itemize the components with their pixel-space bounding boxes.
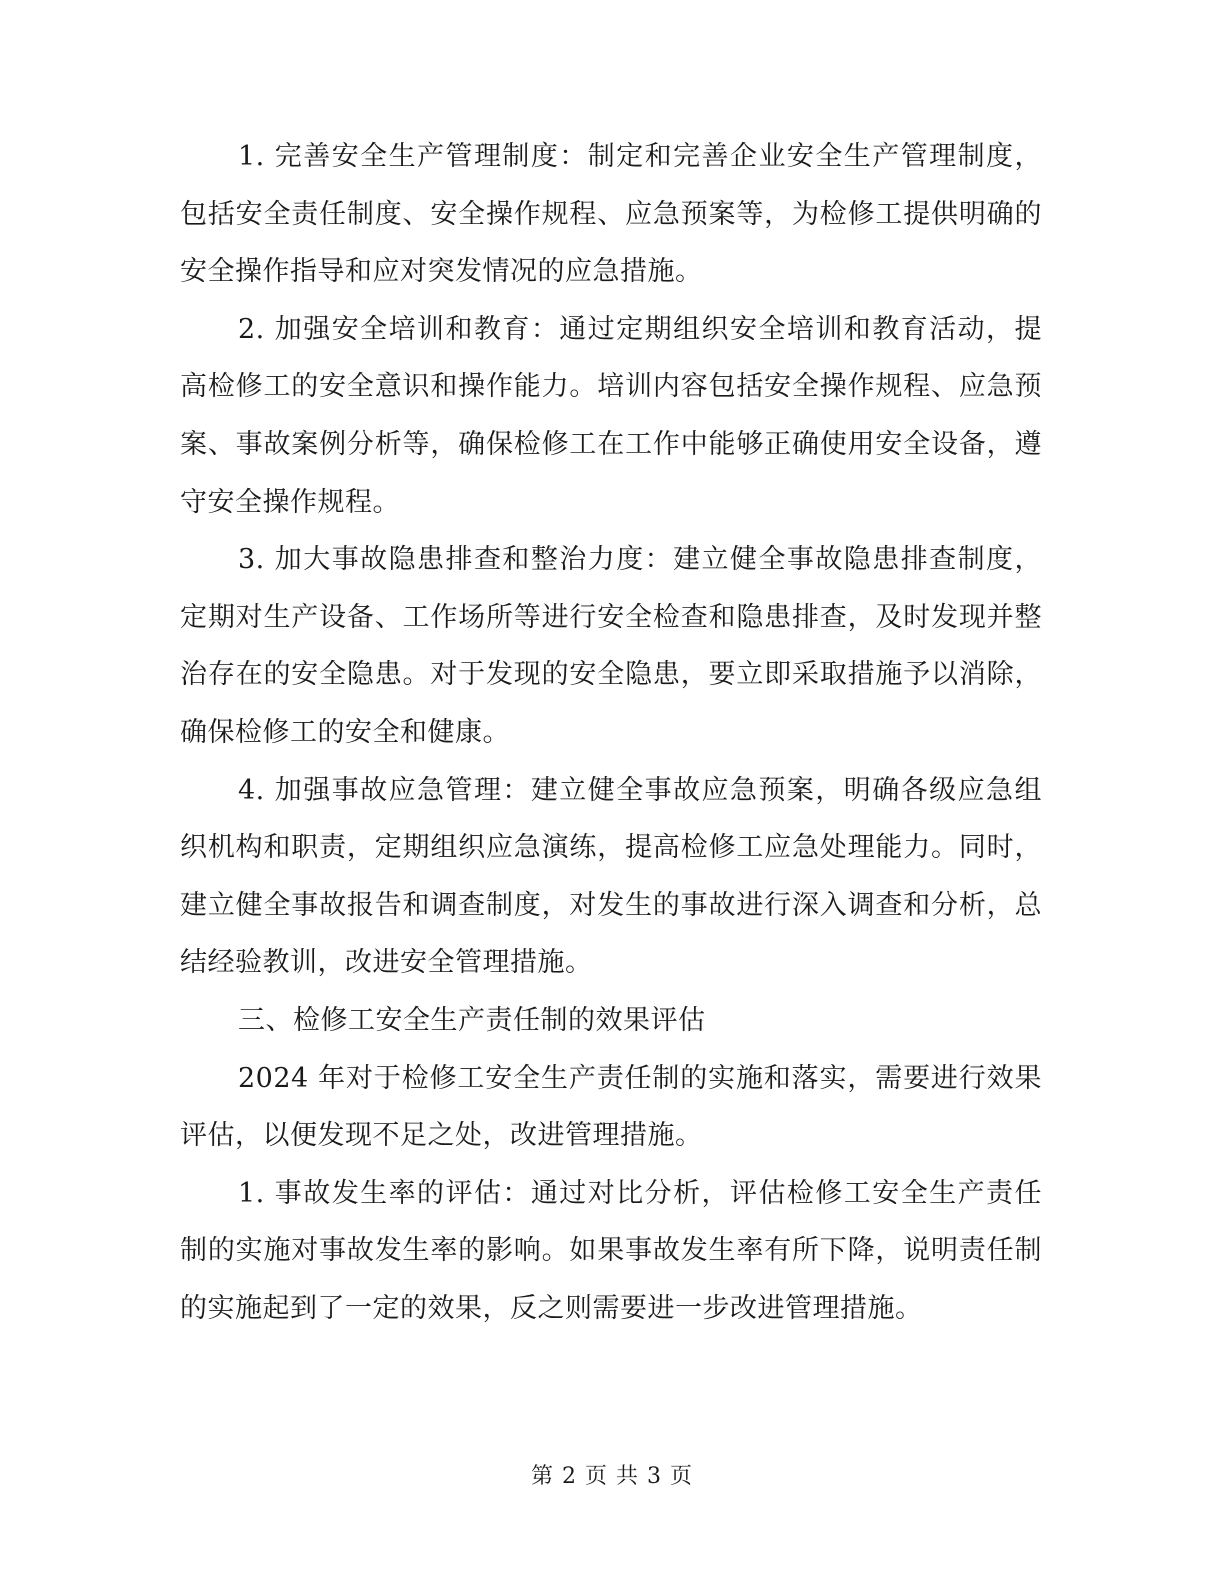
page-number-footer: 第 2 页 共 3 页 — [531, 1464, 693, 1489]
paragraph-hazard-inspection: 3. 加大事故隐患排查和整治力度：建立健全事故隐患排查制度，定期对生产设备、工作场所等进行安全检查和隐患排查，及时发现并整治存在的安全隐患。对于发现的安全隐患，要立即采取措施予以消除，确保检修工的安全和健康。 — [180, 544, 1042, 748]
paragraph-emergency-management: 4. 加强事故应急管理：建立健全事故应急预案，明确各级应急组织机构和职责，定期组织应急演练，提高检修工应急处理能力。同时，建立健全事故报告和调查制度，对发生的事故进行深入调查和分析，总结经验教训，改进安全管理措施。 — [180, 774, 1042, 979]
paragraph-accident-rate-evaluation: 1. 事故发生率的评估：通过对比分析，评估检修工安全生产责任制的实施对事故发生率的影响。如果事故发生率有所下降，说明责任制的实施起到了一定的效果，反之则需要进一步改进管理措施。 — [180, 1177, 1042, 1324]
paragraph-safety-training: 2. 加强安全培训和教育：通过定期组织安全培训和教育活动，提高检修工的安全意识和操作能力。培训内容包括安全操作规程、应急预案、事故案例分析等，确保检修工在工作中能够正确使用安全设备，遵守安全操作规程。 — [180, 313, 1042, 518]
section-heading-effect-evaluation: 三、检修工安全生产责任制的效果评估 — [238, 1004, 706, 1036]
paragraph-evaluation-intro: 2024 年对于检修工安全生产责任制的实施和落实，需要进行效果评估，以便发现不足之处，改进管理措施。 — [180, 1062, 1042, 1152]
document-body — [180, 128, 1042, 1337]
paragraph-improve-management-system: 1. 完善安全生产管理制度：制定和完善企业安全生产管理制度，包括安全责任制度、安全操作规程、应急预案等，为检修工提供明确的安全操作指导和应对突发情况的应急措施。 — [180, 141, 1042, 288]
